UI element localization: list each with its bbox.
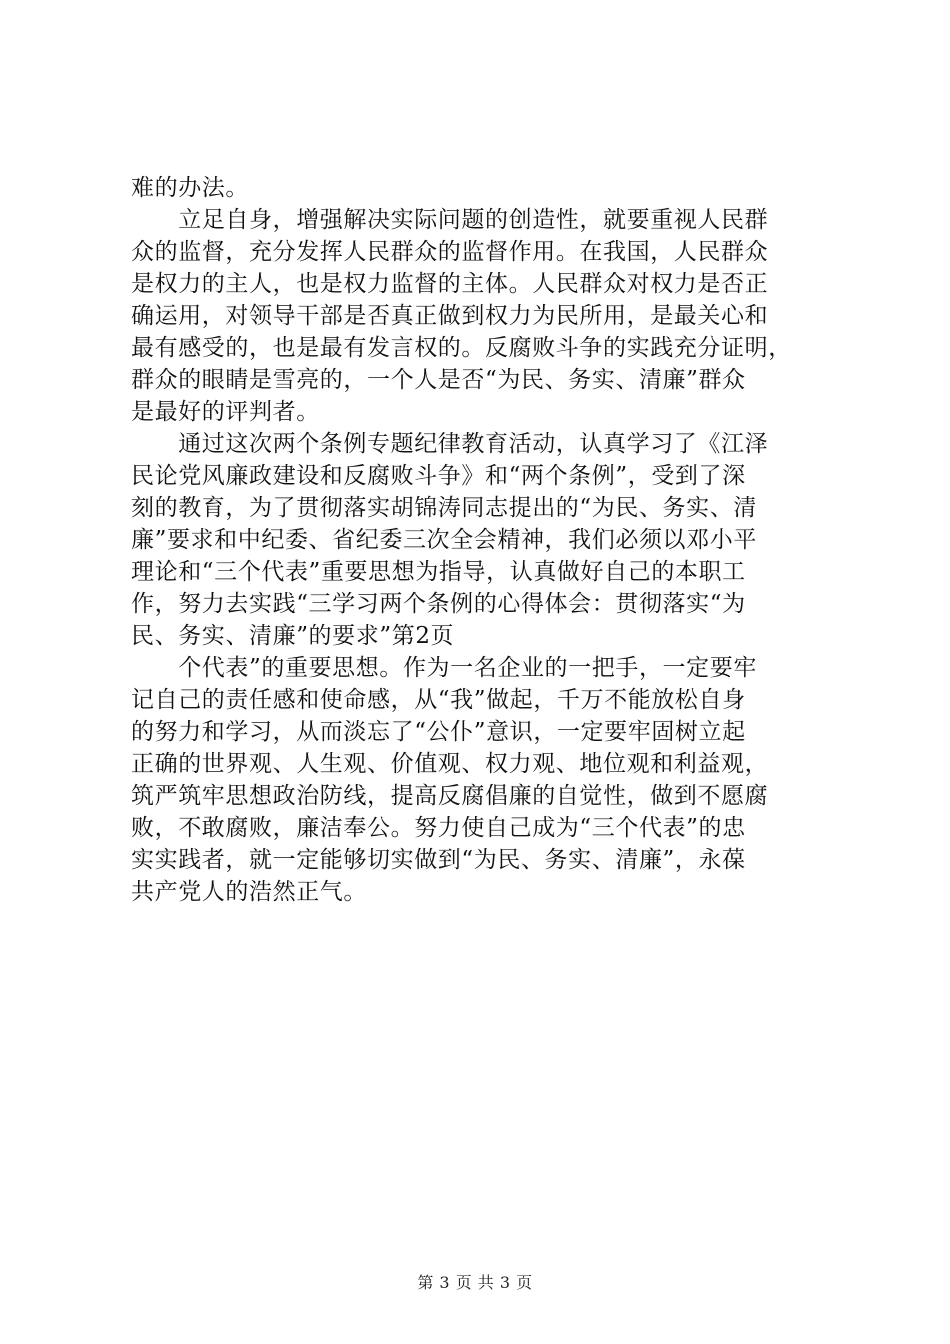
text-line: 筑严筑牢思想政治防线，提高反腐倡廉的自觉性，做到不愿腐 <box>131 783 769 809</box>
text-line: 作，努力去实践“三学习两个条例的心得体会：贯彻落实“为 <box>131 591 746 617</box>
text-line: 最有感受的，也是最有发言权的。反腐败斗争的实践充分证明， <box>131 335 792 361</box>
text-line: 刻的教育，为了贯彻落实胡锦涛同志提出的“为民、务实、清 <box>131 495 757 521</box>
text-line: 通过这次两个条例专题纪律教育活动，认真学习了《江泽 <box>131 431 769 457</box>
page-number-label: 第 3 页 共 3 页 <box>417 1273 533 1292</box>
text-line: 个代表”的重要思想。作为一名企业的一把手，一定要牢 <box>131 655 757 681</box>
text-line: 立足自身，增强解决实际问题的创造性，就要重视人民群 <box>131 207 769 233</box>
text-line: 群众的眼睛是雪亮的，一个人是否“为民、务实、清廉”群众 <box>131 367 746 393</box>
text-line: 是权力的主人，也是权力监督的主体。人民群众对权力是否正 <box>131 271 769 297</box>
text-line: 廉”要求和中纪委、省纪委三次全会精神，我们必须以邓小平 <box>131 527 757 553</box>
text-line: 共产党人的浩然正气。 <box>131 879 367 905</box>
text-line: 确运用，对领导干部是否真正做到权力为民所用，是最关心和 <box>131 303 769 329</box>
text-line: 民、务实、清廉”的要求”第2页 <box>131 623 455 649</box>
text-line: 实实践者，就一定能够切实做到“为民、务实、清廉”，永葆 <box>131 847 746 873</box>
text-line: 众的监督，充分发挥人民群众的监督作用。在我国，人民群众 <box>131 239 769 265</box>
page-footer <box>0 1270 950 1293</box>
text-line: 是最好的评判者。 <box>131 399 320 425</box>
text-line: 的努力和学习，从而淡忘了“公仆”意识，一定要牢固树立起 <box>131 719 746 745</box>
paragraph-text <box>131 172 851 908</box>
text-line: 败，不敢腐败，廉洁奉公。努力使自己成为“三个代表”的忠 <box>131 815 746 841</box>
text-line: 记自己的责任感和使命感，从“我”做起，千万不能放松自身 <box>131 687 746 713</box>
text-line: 难的办法。 <box>131 175 249 201</box>
text-line: 民论党风廉政建设和反腐败斗争》和“两个条例”，受到了深 <box>131 463 746 489</box>
document-body <box>131 172 851 908</box>
text-line: 理论和“三个代表”重要思想为指导，认真做好自己的本职工 <box>131 559 746 585</box>
text-line: 正确的世界观、人生观、价值观、权力观、地位观和利益观， <box>131 751 769 777</box>
